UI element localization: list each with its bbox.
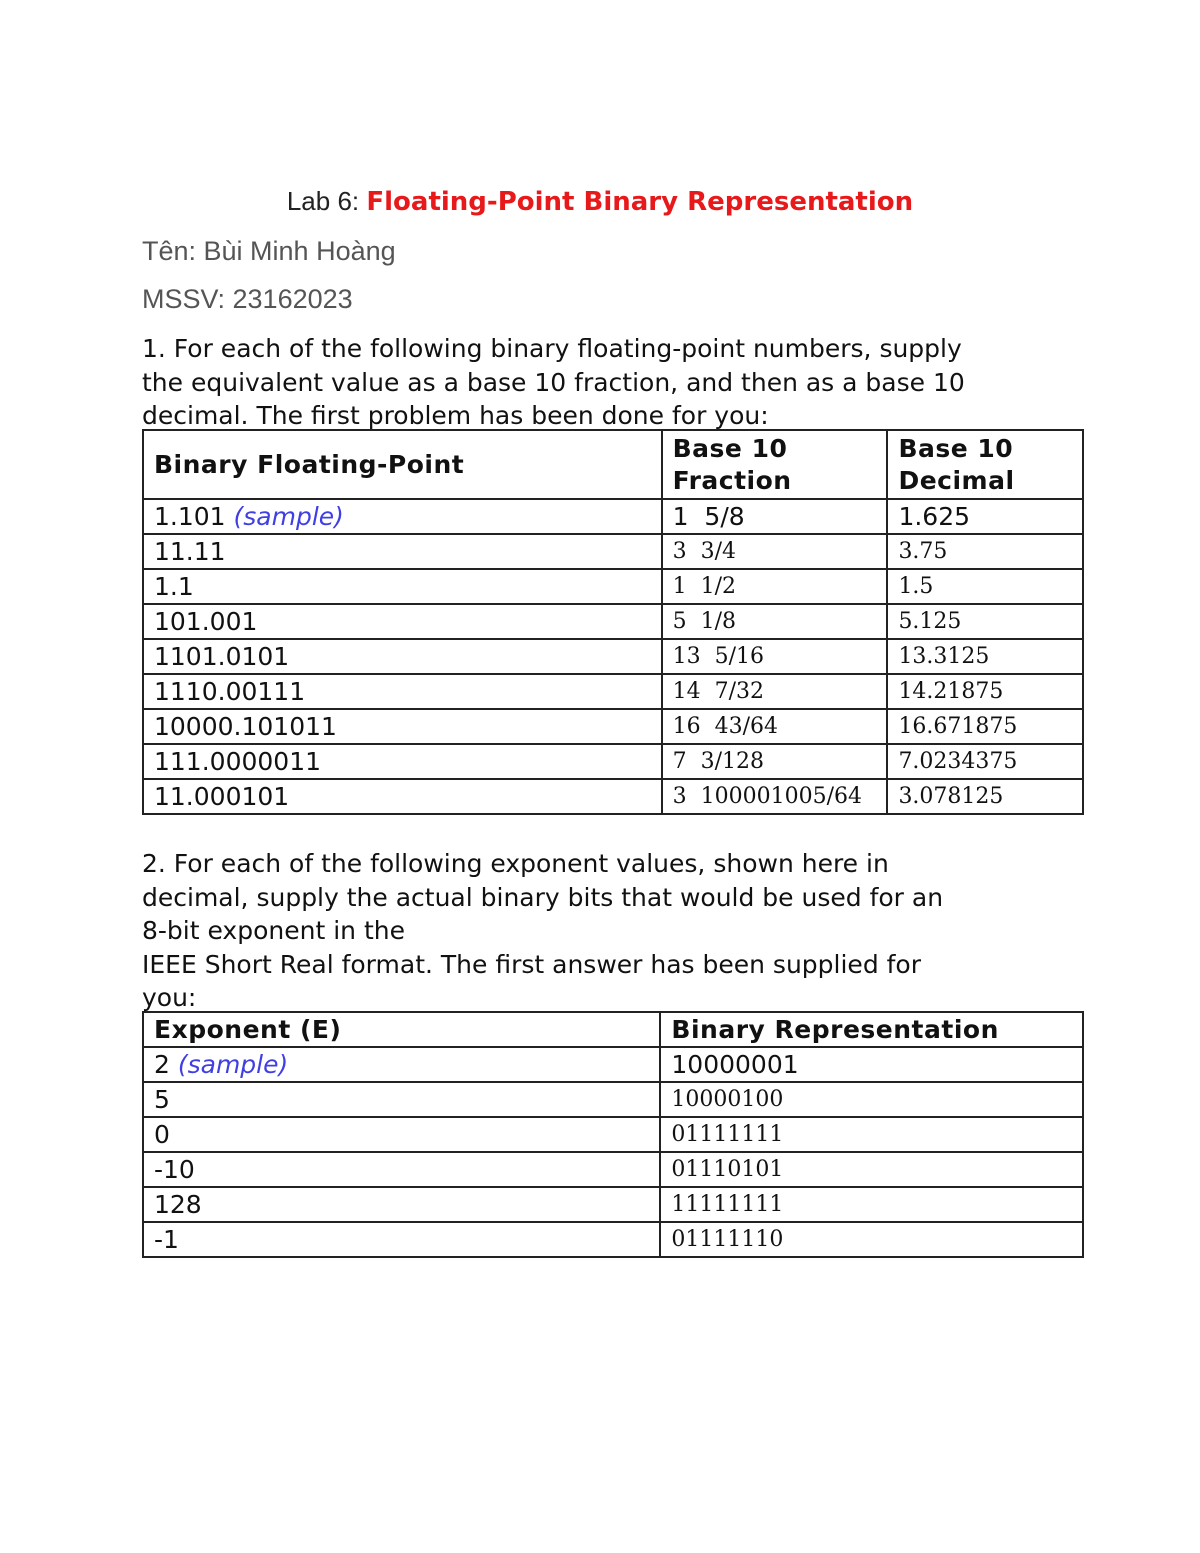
fraction-cell: 16 43/64 — [662, 709, 888, 744]
exponent-cell: -10 — [143, 1152, 660, 1187]
binary-representation-cell: 10000001 — [660, 1047, 1083, 1082]
exponent-cell: 2 (sample) — [143, 1047, 660, 1082]
table-row — [143, 1082, 1083, 1117]
table-row — [143, 674, 1083, 709]
header-binary: Binary Floating-Point — [143, 430, 662, 499]
decimal-cell: 13.3125 — [887, 639, 1083, 674]
fraction-cell: 5 1/8 — [662, 604, 888, 639]
header-decimal: Base 10 Decimal — [887, 430, 1083, 499]
binary-cell: 101.001 — [143, 604, 662, 639]
exponent-cell: -1 — [143, 1222, 660, 1257]
prompt-line: 8-bit exponent in the — [142, 916, 405, 945]
fraction-cell: 1 5/8 — [662, 499, 888, 534]
binary-representation-cell: 01110101 — [660, 1152, 1083, 1187]
table-row — [143, 1117, 1083, 1152]
prompt-line: 1. For each of the following binary floating-point numbers, supply — [142, 334, 962, 363]
lab-title — [0, 186, 1200, 217]
lab-prefix: Lab 6: — [286, 186, 367, 216]
decimal-cell: 14.21875 — [887, 674, 1083, 709]
table-row — [143, 639, 1083, 674]
table-row — [143, 1152, 1083, 1187]
header-binary-representation: Binary Representation — [660, 1012, 1083, 1047]
table-row — [143, 604, 1083, 639]
decimal-cell: 1.625 — [887, 499, 1083, 534]
question-1-prompt — [142, 332, 1072, 433]
exponent-cell: 0 — [143, 1117, 660, 1152]
student-name: Tên: Bùi Minh Hoàng — [142, 236, 396, 266]
fraction-cell: 14 7/32 — [662, 674, 888, 709]
binary-representation-cell: 11111111 — [660, 1187, 1083, 1222]
floating-point-table — [142, 429, 1084, 815]
prompt-line: you: — [142, 983, 197, 1012]
binary-cell: 1101.0101 — [143, 639, 662, 674]
decimal-cell: 1.5 — [887, 569, 1083, 604]
decimal-cell: 16.671875 — [887, 709, 1083, 744]
binary-cell: 1110.00111 — [143, 674, 662, 709]
table-header-row — [143, 430, 1083, 499]
sample-tag: (sample) — [233, 502, 344, 531]
prompt-line: the equivalent value as a base 10 fraction, and then as a base 10 — [142, 367, 965, 397]
table-row — [143, 709, 1083, 744]
decimal-cell: 3.078125 — [887, 779, 1083, 814]
table-row — [143, 1222, 1083, 1257]
binary-representation-cell: 01111111 — [660, 1117, 1083, 1152]
student-id: MSSV: 23162023 — [142, 284, 353, 314]
decimal-cell: 7.0234375 — [887, 744, 1083, 779]
fraction-cell: 7 3/128 — [662, 744, 888, 779]
table-row — [143, 744, 1083, 779]
prompt-line: 2. For each of the following exponent values, shown here in — [142, 849, 889, 878]
binary-cell: 11.000101 — [143, 779, 662, 814]
header-exponent: Exponent (E) — [143, 1012, 660, 1047]
binary-cell: 11.11 — [143, 534, 662, 569]
binary-cell: 1.1 — [143, 569, 662, 604]
table-row — [143, 1187, 1083, 1222]
binary-representation-cell: 01111110 — [660, 1222, 1083, 1257]
table-row — [143, 534, 1083, 569]
table-row — [143, 569, 1083, 604]
binary-representation-cell: 10000100 — [660, 1082, 1083, 1117]
table-header-row — [143, 1012, 1083, 1047]
question-2-prompt — [142, 847, 1072, 1015]
exponent-table — [142, 1011, 1084, 1258]
fraction-cell: 1 1/2 — [662, 569, 888, 604]
sample-tag: (sample) — [177, 1050, 289, 1079]
binary-cell: 1.101 (sample) — [143, 499, 662, 534]
fraction-cell: 3 100001005/64 — [662, 779, 888, 814]
exponent-cell: 128 — [143, 1187, 660, 1222]
lab-title-accent: Floating-Point Binary Representation — [366, 187, 914, 217]
header-fraction: Base 10 Fraction — [662, 430, 888, 499]
fraction-cell: 3 3/4 — [662, 534, 888, 569]
table-row — [143, 1047, 1083, 1082]
prompt-line: decimal. The first problem has been done for you: — [142, 401, 769, 430]
exponent-cell: 5 — [143, 1082, 660, 1117]
fraction-cell: 13 5/16 — [662, 639, 888, 674]
decimal-cell: 5.125 — [887, 604, 1083, 639]
table-row — [143, 779, 1083, 814]
binary-cell: 10000.101011 — [143, 709, 662, 744]
binary-cell: 111.0000011 — [143, 744, 662, 779]
prompt-line: IEEE Short Real format. The first answer has been supplied for — [142, 949, 922, 979]
prompt-line: decimal, supply the actual binary bits that would be used for an — [142, 882, 944, 912]
decimal-cell: 3.75 — [887, 534, 1083, 569]
table-row — [143, 499, 1083, 534]
